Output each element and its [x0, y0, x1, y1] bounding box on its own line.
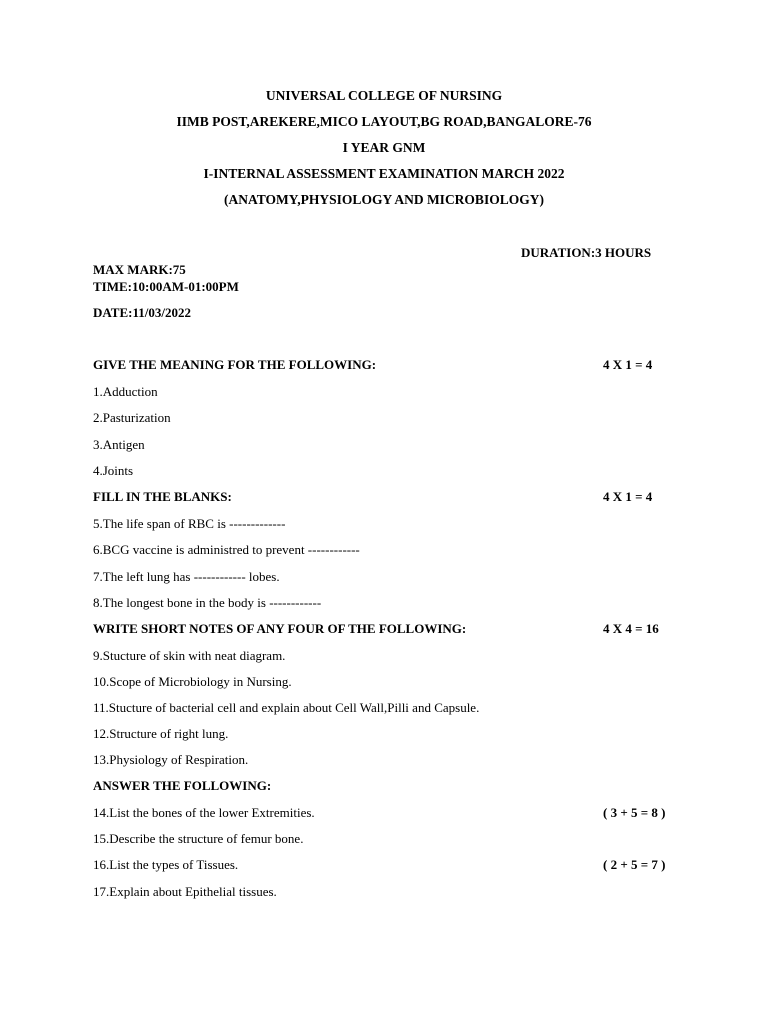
duration: DURATION:3 HOURS — [521, 245, 652, 260]
section-marks: 4 X 4 = 16 — [603, 621, 659, 636]
question-marks: ( 2 + 5 = 7 ) — [603, 857, 666, 872]
college-name: UNIVERSAL COLLEGE OF NURSING — [265, 88, 503, 103]
question-item: 5.The life span of RBC is ------------- — [93, 516, 286, 531]
question-item: 10.Scope of Microbiology in Nursing. — [93, 674, 292, 689]
question-item: 6.BCG vaccine is administred to prevent ------------ — [93, 542, 360, 557]
question-item: 12.Structure of right lung. — [93, 726, 229, 741]
question-item: 11.Stucture of bacterial cell and explain about Cell Wall,Pilli and Capsule. — [93, 700, 480, 715]
question-marks: ( 3 + 5 = 8 ) — [603, 805, 666, 820]
course-year: I YEAR GNM — [342, 140, 426, 155]
section-title: ANSWER THE FOLLOWING: — [93, 778, 272, 793]
question-item: 17.Explain about Epithelial tissues. — [93, 884, 277, 899]
question-item: 9.Stucture of skin with neat diagram. — [93, 648, 286, 663]
section-marks: 4 X 1 = 4 — [603, 489, 653, 504]
max-mark: MAX MARK:75 — [93, 262, 186, 277]
exam-title: I-INTERNAL ASSESSMENT EXAMINATION MARCH 2022 — [203, 166, 565, 181]
question-item: 4.Joints — [93, 463, 134, 478]
question-item: 2.Pasturization — [93, 410, 171, 425]
exam-subject: (ANATOMY,PHYSIOLOGY AND MICROBIOLOGY) — [224, 192, 544, 207]
college-address: IIMB POST,AREKERE,MICO LAYOUT,BG ROAD,BANGALORE-76 — [176, 114, 592, 129]
question-item: 7.The left lung has ------------ lobes. — [93, 569, 280, 584]
question-item: 13.Physiology of Respiration. — [93, 752, 249, 767]
question-item: 14.List the bones of the lower Extremities. — [93, 805, 315, 820]
section-title: FILL IN THE BLANKS: — [93, 489, 232, 504]
question-item: 1.Adduction — [93, 384, 158, 399]
section-marks: 4 X 1 = 4 — [603, 357, 653, 372]
question-item: 3.Antigen — [93, 437, 145, 452]
section-title: WRITE SHORT NOTES OF ANY FOUR OF THE FOLLOWING: — [93, 621, 467, 636]
exam-time: TIME:10:00AM-01:00PM — [93, 279, 239, 294]
question-item: 15.Describe the structure of femur bone. — [93, 831, 304, 846]
question-item: 8.The longest bone in the body is ------------ — [93, 595, 322, 610]
question-item: 16.List the types of Tissues. — [93, 857, 239, 872]
section-title: GIVE THE MEANING FOR THE FOLLOWING: — [93, 357, 377, 372]
exam-date: DATE:11/03/2022 — [93, 305, 191, 320]
